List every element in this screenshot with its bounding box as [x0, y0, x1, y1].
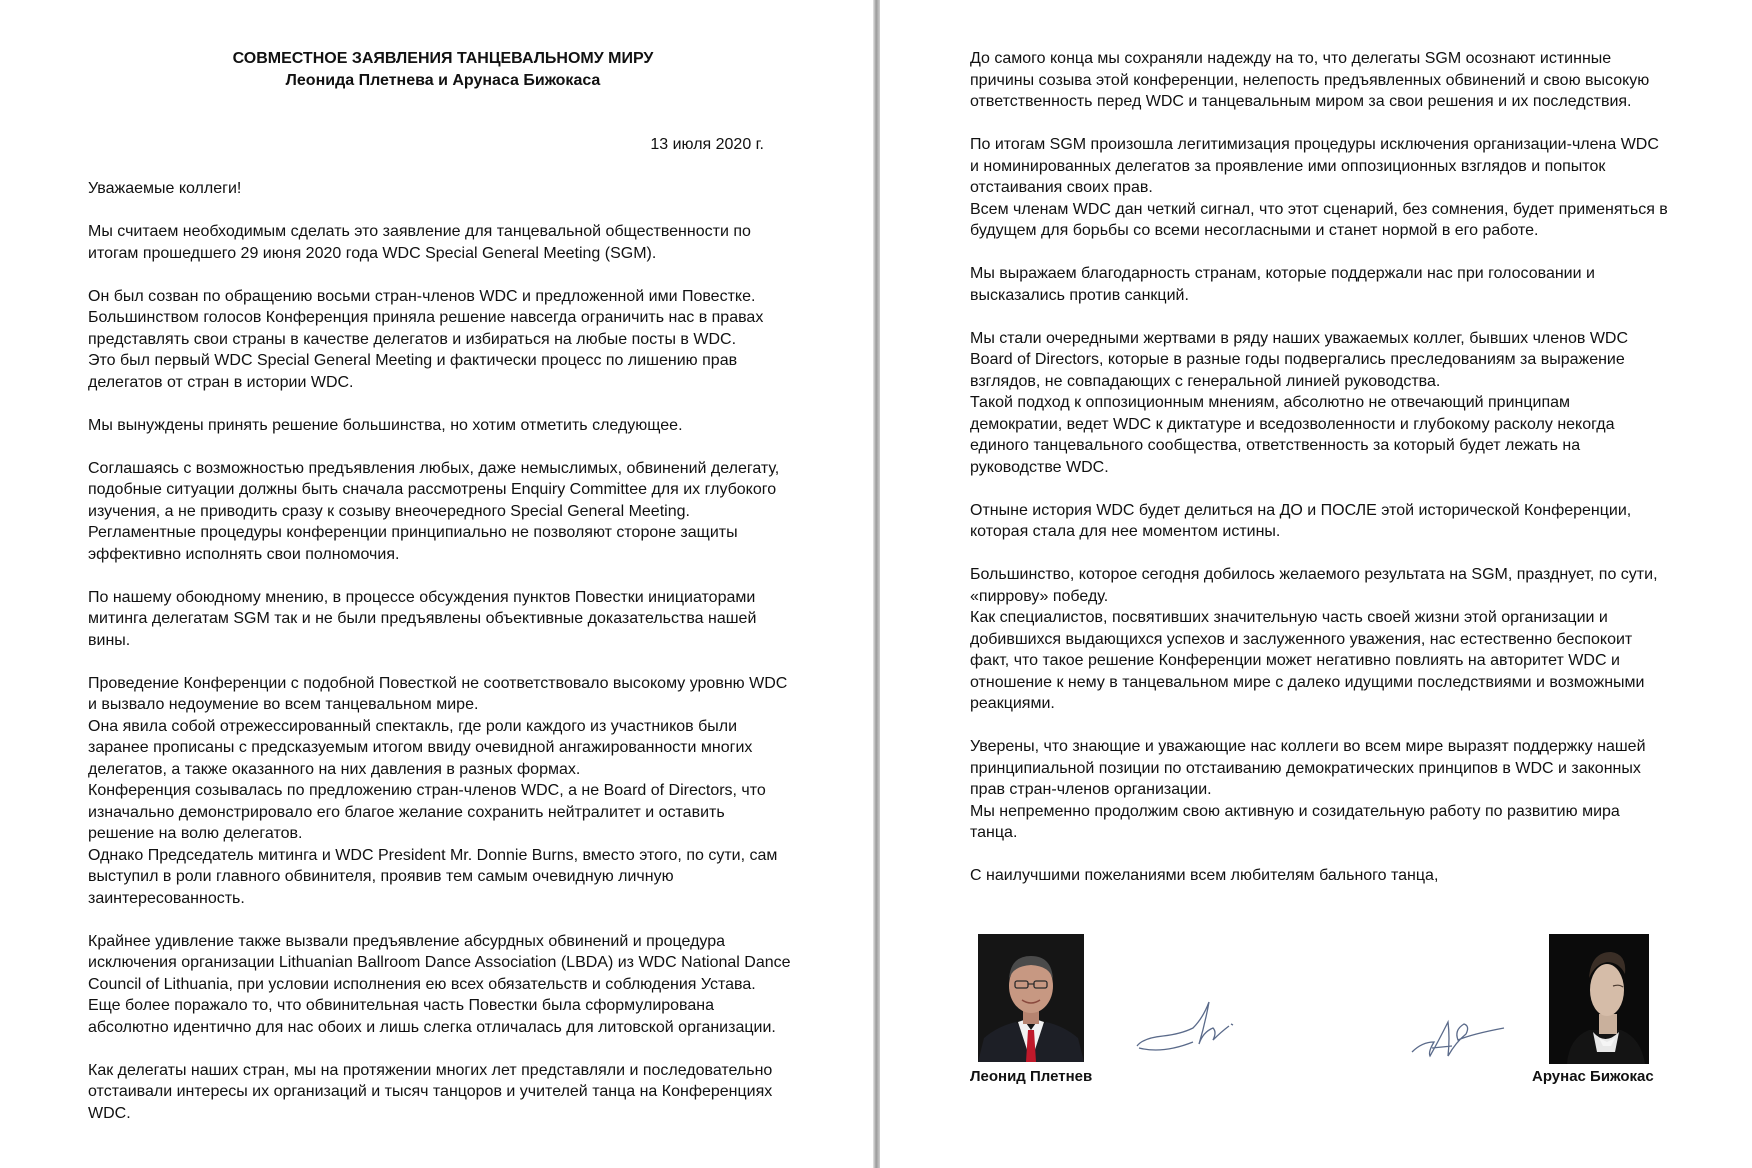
paragraph	[970, 263, 1690, 306]
text-line: Отныне история WDC будет делиться на ДО и ПОСЛЕ этой исторической Конференции,	[970, 501, 1632, 519]
text-line: Он был созван по обращению восьми стран-членов WDC и предложенной ими Повестке.	[88, 287, 756, 305]
text-line: Большинством голосов Конференция приняла решение навсегда ограничить нас в правах	[88, 309, 764, 326]
text-line: Крайнее удивление также вызвали предъявление абсурдных обвинений и процедура	[88, 932, 726, 950]
text-line: митинга делегатам SGM так и не были предъявлены объективные доказательства нашей	[88, 610, 757, 627]
text-line: Мы стали очередными жертвами в ряду наших уважаемых коллег, бывших членов WDC	[970, 329, 1629, 347]
paragraph	[970, 564, 1690, 715]
paragraph	[88, 931, 808, 1039]
text-line: и номинированных делегатов за проявление ими оппозиционных взглядов и попыток	[970, 157, 1606, 175]
text-line: делегатов от стран в истории WDC.	[88, 373, 354, 391]
paragraph	[88, 1060, 808, 1125]
text-line: представлять свои страны в качестве делегатов и избираться на любые посты в WDC.	[88, 330, 737, 348]
text-line: Большинство, которое сегодня добилось желаемого результата на SGM, празднует, по сути,	[970, 566, 1658, 583]
text-line: До самого конца мы сохраняли надежду на то, что делегаты SGM осознают истинные	[970, 50, 1612, 67]
text-line: изначально демонстрировало его благое желание сохранить нейтралитет и оставить	[88, 803, 725, 821]
text-line: изучения, а не приводить сразу к созыву внеочередного Special General Meeting.	[88, 502, 690, 520]
text-line: принципиальной позиции по отстаиванию демократических принципов в WDC и законных	[970, 759, 1641, 777]
paragraph	[88, 673, 808, 910]
paragraph	[970, 134, 1690, 242]
text-line: выступил в роли главного обвинителя, проявив тем самым очевидную личную	[88, 868, 674, 885]
portrait-photo-pletnev	[978, 934, 1084, 1062]
text-line: Еще более поражало то, что обвинительная часть Повестки была сформулирована	[88, 997, 715, 1014]
signatory-name-pletnev: Леонид Плетнев	[970, 1068, 1093, 1085]
text-line: Соглашаясь с возможностью предъявления любых, даже немыслимых, обвинений делегату,	[88, 459, 780, 477]
text-line: Регламентные процедуры конференции принципиально не позволяют стороне защиты	[88, 524, 738, 541]
text-line: вины.	[88, 631, 131, 649]
text-line: отстаивания своих прав.	[970, 179, 1153, 196]
paragraph	[88, 587, 808, 652]
text-line: которая стала для нее моментом истины.	[970, 523, 1281, 540]
text-line: реакциями.	[970, 695, 1055, 712]
text-line: делегатов, а также оказанного на них давления в разных формах.	[88, 760, 581, 778]
text-line: Мы считаем необходимым сделать это заявление для танцевальной общественности по	[88, 223, 751, 240]
text-line: Уважаемые коллеги!	[88, 180, 242, 197]
text-line: единого танцевального сообщества, ответственность за который будет лежать на	[970, 437, 1581, 454]
text-line: Такой подход к оппозиционным мнениям, абсолютно не отвечающий принципам	[970, 394, 1571, 411]
text-line: ответственность перед WDC и танцевальным миром за свои решения и их последствия.	[970, 93, 1632, 110]
right-page	[880, 0, 1752, 1168]
paragraph	[88, 221, 808, 264]
title-line-1: СОВМЕСТНОЕ ЗАЯВЛЕНИЯ ТАНЦЕВАЛЬНОМУ МИРУ	[232, 50, 654, 67]
text-line: взглядов, не совпадающих с генеральной линией руководства.	[970, 372, 1441, 390]
text-line: абсолютно идентично для нас обоих и лишь слегка отличалась для литовской организации.	[88, 1018, 776, 1036]
text-line: Council of Lithuania, при условии исполнения ею всех обязательств и соблюдения Устава.	[88, 975, 756, 993]
text-line: По нашему обоюдному мнению, в процессе обсуждения пунктов Повестки инициаторами	[88, 588, 756, 606]
text-line: итогам прошедшего 29 июня 2020 года WDC Special General Meeting (SGM).	[88, 244, 657, 262]
text-line: Проведение Конференции с подобной Повесткой не соответствовало высокому уровню WDC	[88, 674, 788, 692]
text-line: демократии, ведет WDC к диктатуре и вседозволенности и глубокому расколу некогда	[970, 415, 1615, 433]
paragraph	[88, 286, 808, 394]
text-line: Всем членам WDC дан четкий сигнал, что этот сценарий, без сомнения, будет применяться в	[970, 200, 1668, 218]
text-line: заранее прописаны с предсказуемым итогом ввиду очевидной ангажированности многих	[88, 739, 753, 756]
text-line: WDC.	[88, 1104, 131, 1122]
right-page-body	[970, 48, 1690, 908]
text-line: и вызвало недоумение во всем танцевальном мире.	[88, 696, 479, 713]
text-line: причины созыва этой конференции, нелепость предъявленных обвинений и свою высокую	[970, 71, 1650, 89]
text-line: Она явила собой отрежессированный спектакль, где роли каждого из участников были	[88, 717, 738, 735]
text-line: подобные ситуации должны быть сначала рассмотрены Enquiry Committee для их глубокого	[88, 481, 777, 498]
text-line: эффективно исполнять свои полномочия.	[88, 545, 400, 563]
paragraph	[970, 48, 1690, 113]
page-divider	[873, 0, 880, 1168]
portrait-pletnev-image	[978, 934, 1084, 1062]
text-line: добившихся выдающихся успехов и заслуженного уважения, нас естественно беспокоит	[970, 630, 1633, 648]
text-line: Как специалистов, посвятивших значительную часть своей жизни этой организации и	[970, 609, 1608, 626]
paragraph	[970, 865, 1690, 887]
text-line: Как делегаты наших стран, мы на протяжении многих лет представляли и последовательно	[88, 1061, 773, 1079]
statement-date: 13 июля 2020 г.	[650, 136, 764, 153]
portrait-bizhokas-image	[1549, 934, 1649, 1064]
text-line: высказались против санкций.	[970, 286, 1189, 304]
text-line: будущем для борьбы со всеми несогласными и станет нормой в его работе.	[970, 222, 1539, 239]
left-page	[0, 0, 873, 1168]
text-line: Однако Председатель митинга и WDC President Mr. Donnie Burns, вместо этого, по сути, сам	[88, 846, 778, 864]
left-page-body	[88, 178, 808, 1146]
text-line: Board of Directors, которые в разные годы подвергались преследованиям за выражение	[970, 351, 1625, 368]
text-line: Это был первый WDC Special General Meeting и фактически процесс по лишению прав	[88, 352, 738, 369]
text-line: прав стран-членов организации.	[970, 781, 1212, 798]
signatory-name-bizhokas: Арунас Бижокас	[1532, 1068, 1654, 1085]
text-line: исключения организации Lithuanian Ballroom Dance Association (LBDA) из WDC National Dance	[88, 954, 791, 971]
text-line: По итогам SGM произошла легитимизация процедуры исключения организации-члена WDC	[970, 136, 1659, 153]
text-line: Конференция созывалась по предложению стран-членов WDC, а не Board of Directors, что	[88, 782, 766, 799]
signature-bizhokas	[1408, 1012, 1506, 1066]
paragraph	[970, 328, 1690, 479]
text-line: заинтересованность.	[88, 889, 245, 907]
paragraph	[88, 458, 808, 566]
text-line: танца.	[970, 824, 1018, 841]
statement-title	[88, 48, 798, 92]
title-line-2: Леонида Плетнева и Арунаса Бижокаса	[285, 72, 601, 89]
text-line: Уверены, что знающие и уважающие нас коллеги во всем мире выразят поддержку нашей	[970, 738, 1646, 755]
text-line: факт, что такое решение Конференции может негативно повлиять на авторитет WDC и	[970, 652, 1620, 669]
text-line: решение на волю делегатов.	[88, 825, 303, 842]
text-line: отстаивали интересы их организаций и тысяч танцоров и учителей танца на Конференциях	[88, 1083, 773, 1100]
paragraph	[970, 736, 1690, 844]
text-line: «пиррову» победу.	[970, 587, 1109, 605]
portrait-photo-bizhokas	[1549, 934, 1649, 1064]
text-line: руководстве WDC.	[970, 458, 1109, 476]
text-line: Мы выражаем благодарность странам, которые поддержали нас при голосовании и	[970, 265, 1595, 282]
text-line: Мы вынуждены принять решение большинства, но хотим отметить следующее.	[88, 416, 683, 434]
signature-pletnev	[1133, 998, 1243, 1060]
text-line: отношение к нему в танцевальном мире с далеко идущими последствиями и возможными	[970, 673, 1645, 691]
paragraph	[88, 178, 808, 200]
text-line: С наилучшими пожеланиями всем любителям бального танца,	[970, 867, 1439, 884]
text-line: Мы непременно продолжим свою активную и созидательную работу по развитию мира	[970, 802, 1620, 820]
paragraph	[88, 415, 808, 437]
paragraph	[970, 500, 1690, 543]
